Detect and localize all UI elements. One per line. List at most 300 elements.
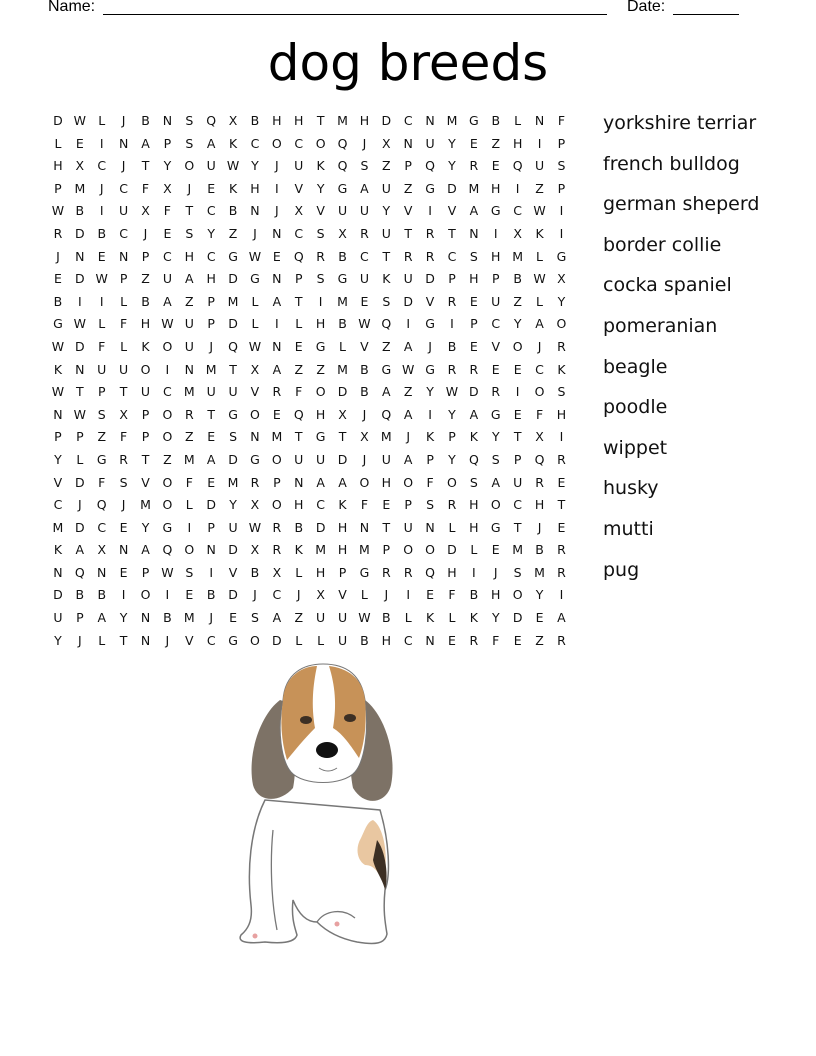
grid-letter[interactable]: L — [98, 113, 106, 128]
grid-letter[interactable]: X — [272, 564, 282, 580]
grid-letter[interactable]: V — [53, 474, 63, 490]
grid-letter[interactable]: D — [337, 384, 348, 400]
grid-letter[interactable]: R — [250, 474, 260, 490]
grid-letter[interactable]: O — [512, 587, 523, 603]
grid-letter[interactable]: X — [535, 429, 544, 445]
grid-letter[interactable]: D — [75, 474, 85, 490]
grid-letter[interactable]: R — [403, 248, 413, 264]
grid-letter[interactable]: L — [295, 316, 303, 332]
grid-letter[interactable]: X — [250, 497, 260, 513]
grid-letter[interactable]: H — [512, 135, 523, 151]
grid-letter[interactable]: G — [228, 632, 238, 648]
grid-letter[interactable]: K — [228, 180, 238, 196]
grid-letter[interactable]: M — [140, 497, 151, 513]
grid-letter[interactable]: W — [51, 203, 65, 219]
grid-letter[interactable]: H — [359, 113, 370, 128]
grid-letter[interactable]: J — [121, 158, 126, 174]
grid-letter[interactable]: O — [184, 542, 195, 558]
grid-letter[interactable]: P — [76, 429, 84, 445]
grid-letter[interactable]: S — [97, 406, 106, 422]
grid-letter[interactable]: B — [513, 271, 522, 287]
grid-letter[interactable]: Z — [535, 180, 544, 196]
grid-letter[interactable]: A — [75, 542, 85, 558]
grid-letter[interactable]: P — [163, 135, 172, 151]
grid-letter[interactable]: C — [250, 135, 260, 151]
grid-letter[interactable]: X — [294, 203, 304, 219]
grid-letter[interactable]: U — [381, 225, 391, 241]
grid-letter[interactable]: G — [315, 429, 326, 445]
grid-letter[interactable]: D — [228, 316, 238, 332]
grid-letter[interactable]: R — [184, 406, 194, 422]
grid-letter[interactable]: H — [469, 519, 479, 535]
grid-letter[interactable]: Z — [294, 610, 304, 626]
grid-letter[interactable]: C — [513, 203, 523, 219]
grid-letter[interactable]: L — [317, 632, 325, 648]
grid-letter[interactable]: J — [209, 610, 214, 626]
grid-letter[interactable]: M — [271, 429, 283, 445]
grid-letter[interactable]: L — [295, 632, 303, 648]
grid-letter[interactable]: H — [337, 519, 348, 535]
grid-letter[interactable]: V — [141, 474, 150, 490]
grid-letter[interactable]: B — [338, 248, 347, 264]
grid-letter[interactable]: H — [469, 271, 479, 287]
grid-letter[interactable]: M — [52, 519, 64, 535]
grid-letter[interactable]: O — [534, 384, 545, 400]
grid-letter[interactable]: H — [315, 316, 326, 332]
grid-letter[interactable]: E — [469, 293, 478, 309]
grid-letter[interactable]: B — [75, 203, 85, 219]
grid-letter[interactable]: F — [185, 474, 193, 490]
grid-letter[interactable]: J — [296, 587, 301, 603]
grid-letter[interactable]: S — [250, 610, 259, 626]
grid-letter[interactable]: A — [382, 384, 391, 400]
grid-letter[interactable]: I — [99, 135, 104, 151]
grid-letter[interactable]: O — [162, 429, 173, 445]
grid-letter[interactable]: O — [271, 497, 282, 513]
grid-letter[interactable]: A — [535, 316, 544, 332]
grid-letter[interactable]: O — [184, 158, 195, 174]
grid-letter[interactable]: V — [491, 338, 501, 354]
grid-letter[interactable]: Q — [228, 338, 238, 354]
grid-letter[interactable]: Y — [229, 497, 237, 513]
grid-letter[interactable]: A — [403, 406, 413, 422]
date-line[interactable] — [673, 14, 739, 15]
grid-letter[interactable]: P — [382, 542, 391, 558]
grid-letter[interactable]: Y — [448, 158, 456, 174]
grid-letter[interactable]: U — [228, 384, 238, 400]
grid-letter[interactable]: Z — [294, 361, 304, 377]
grid-letter[interactable]: D — [272, 632, 282, 648]
grid-letter[interactable]: N — [140, 632, 151, 648]
grid-letter[interactable]: H — [469, 497, 479, 513]
grid-letter[interactable]: J — [253, 587, 257, 603]
grid-letter[interactable]: N — [75, 248, 85, 264]
grid-letter[interactable]: V — [360, 338, 369, 354]
grid-letter[interactable]: B — [535, 542, 544, 558]
grid-letter[interactable]: D — [381, 113, 392, 128]
grid-letter[interactable]: C — [119, 180, 128, 196]
grid-letter[interactable]: I — [450, 316, 454, 332]
grid-letter[interactable]: R — [557, 632, 566, 648]
grid-letter[interactable]: R — [425, 225, 435, 241]
grid-letter[interactable]: D — [425, 271, 435, 287]
grid-letter[interactable]: D — [75, 519, 85, 535]
grid-letter[interactable]: V — [338, 587, 347, 603]
grid-letter[interactable]: C — [119, 225, 128, 241]
grid-letter[interactable]: P — [491, 271, 500, 287]
grid-letter[interactable]: H — [250, 180, 260, 196]
grid-letter[interactable]: B — [97, 587, 107, 603]
grid-letter[interactable]: I — [537, 135, 542, 151]
grid-letter[interactable]: H — [140, 316, 151, 332]
grid-letter[interactable]: R — [447, 293, 457, 309]
grid-letter[interactable]: R — [535, 474, 544, 490]
grid-letter[interactable]: G — [425, 361, 435, 377]
grid-letter[interactable]: W — [226, 158, 240, 174]
grid-letter[interactable]: C — [272, 587, 282, 603]
grid-letter[interactable]: T — [185, 203, 194, 219]
grid-letter[interactable]: L — [339, 338, 346, 354]
grid-letter[interactable]: Q — [162, 542, 173, 558]
grid-letter[interactable]: T — [404, 225, 413, 241]
grid-letter[interactable]: Q — [96, 497, 107, 513]
grid-letter[interactable]: I — [493, 225, 498, 241]
grid-letter[interactable]: R — [447, 497, 457, 513]
grid-letter[interactable]: Z — [403, 384, 413, 400]
grid-letter[interactable]: A — [97, 610, 106, 626]
grid-letter[interactable]: B — [360, 384, 369, 400]
grid-letter[interactable]: H — [53, 158, 63, 174]
grid-letter[interactable]: Z — [535, 632, 544, 648]
grid-letter[interactable]: Z — [316, 361, 325, 377]
grid-letter[interactable]: G — [337, 180, 348, 196]
grid-letter[interactable]: S — [119, 474, 128, 490]
grid-letter[interactable]: A — [557, 610, 566, 626]
grid-letter[interactable]: E — [185, 587, 194, 603]
grid-letter[interactable]: W — [533, 271, 546, 287]
grid-letter[interactable]: Z — [228, 225, 238, 241]
grid-letter[interactable]: L — [120, 338, 128, 354]
grid-letter[interactable]: X — [338, 406, 347, 422]
grid-letter[interactable]: K — [382, 271, 391, 287]
grid-letter[interactable]: X — [228, 113, 238, 128]
grid-letter[interactable]: E — [207, 474, 216, 490]
grid-letter[interactable]: G — [469, 113, 479, 128]
grid-letter[interactable]: K — [425, 610, 435, 626]
grid-letter[interactable]: W — [248, 519, 262, 535]
grid-letter[interactable]: E — [513, 632, 522, 648]
grid-letter[interactable]: G — [359, 564, 370, 580]
grid-letter[interactable]: I — [559, 225, 564, 241]
grid-letter[interactable]: X — [250, 361, 260, 377]
grid-letter[interactable]: Y — [163, 158, 172, 174]
grid-letter[interactable]: O — [556, 316, 567, 332]
grid-letter[interactable]: N — [534, 113, 545, 128]
grid-letter[interactable]: N — [272, 225, 282, 241]
grid-letter[interactable]: T — [382, 248, 391, 264]
grid-letter[interactable]: S — [316, 225, 325, 241]
grid-letter[interactable]: S — [513, 564, 522, 580]
grid-letter[interactable]: R — [447, 361, 457, 377]
grid-letter[interactable]: U — [206, 384, 216, 400]
grid-letter[interactable]: I — [275, 316, 279, 332]
grid-letter[interactable]: M — [446, 113, 458, 128]
grid-letter[interactable]: N — [250, 203, 260, 219]
grid-letter[interactable]: F — [98, 474, 106, 490]
grid-letter[interactable]: U — [337, 203, 348, 219]
grid-letter[interactable]: X — [316, 587, 325, 603]
grid-letter[interactable]: X — [513, 225, 522, 241]
grid-letter[interactable]: O — [315, 384, 326, 400]
grid-letter[interactable]: Z — [163, 451, 172, 467]
grid-letter[interactable]: M — [74, 180, 86, 196]
grid-letter[interactable]: W — [248, 338, 262, 354]
grid-letter[interactable]: I — [121, 587, 126, 603]
grid-letter[interactable]: B — [382, 610, 391, 626]
grid-letter[interactable]: X — [75, 158, 85, 174]
grid-letter[interactable]: U — [534, 158, 545, 174]
grid-letter[interactable]: G — [337, 271, 348, 287]
grid-letter[interactable]: J — [275, 158, 279, 174]
grid-letter[interactable]: Q — [337, 158, 348, 174]
grid-letter[interactable]: T — [316, 113, 325, 128]
grid-letter[interactable]: A — [272, 610, 282, 626]
grid-letter[interactable]: L — [448, 519, 456, 535]
grid-letter[interactable]: G — [490, 519, 501, 535]
grid-letter[interactable]: N — [75, 361, 85, 377]
grid-letter[interactable]: Y — [141, 519, 150, 535]
grid-letter[interactable]: W — [161, 316, 174, 332]
grid-letter[interactable]: Q — [381, 406, 392, 422]
grid-letter[interactable]: E — [491, 158, 500, 174]
grid-letter[interactable]: U — [97, 361, 107, 377]
grid-letter[interactable]: Z — [382, 158, 391, 174]
grid-letter[interactable]: S — [316, 271, 325, 287]
grid-letter[interactable]: N — [294, 474, 304, 490]
grid-letter[interactable]: J — [275, 203, 279, 219]
grid-letter[interactable]: A — [272, 293, 282, 309]
grid-letter[interactable]: U — [316, 451, 326, 467]
grid-letter[interactable]: J — [493, 564, 498, 580]
grid-letter[interactable]: T — [382, 519, 391, 535]
grid-letter[interactable]: Y — [491, 610, 500, 626]
grid-letter[interactable]: J — [428, 338, 432, 354]
grid-letter[interactable]: N — [425, 632, 435, 648]
grid-letter[interactable]: E — [207, 180, 216, 196]
grid-letter[interactable]: I — [165, 361, 170, 377]
grid-letter[interactable]: I — [428, 203, 432, 219]
grid-letter[interactable]: T — [119, 384, 128, 400]
grid-letter[interactable]: G — [315, 338, 326, 354]
grid-letter[interactable]: E — [272, 248, 281, 264]
grid-letter[interactable]: H — [272, 113, 282, 128]
grid-letter[interactable]: D — [228, 271, 238, 287]
grid-letter[interactable]: O — [162, 406, 173, 422]
grid-letter[interactable]: C — [360, 248, 369, 264]
grid-letter[interactable]: C — [294, 225, 304, 241]
grid-letter[interactable]: N — [403, 135, 413, 151]
grid-letter[interactable]: L — [120, 293, 128, 309]
grid-letter[interactable]: U — [359, 203, 369, 219]
grid-letter[interactable]: D — [53, 587, 63, 603]
grid-letter[interactable]: P — [207, 316, 215, 332]
grid-letter[interactable]: L — [448, 610, 456, 626]
grid-letter[interactable]: J — [384, 587, 389, 603]
grid-letter[interactable]: E — [513, 361, 522, 377]
grid-letter[interactable]: H — [556, 406, 567, 422]
grid-letter[interactable]: L — [536, 248, 544, 264]
grid-letter[interactable]: U — [140, 384, 151, 400]
grid-letter[interactable]: L — [251, 316, 259, 332]
grid-letter[interactable]: N — [206, 542, 216, 558]
grid-letter[interactable]: K — [294, 542, 303, 558]
grid-letter[interactable]: B — [141, 293, 150, 309]
grid-letter[interactable]: B — [491, 113, 501, 128]
grid-letter[interactable]: N — [425, 113, 435, 128]
grid-letter[interactable]: R — [272, 384, 282, 400]
grid-letter[interactable]: O — [315, 135, 326, 151]
grid-letter[interactable]: J — [165, 632, 170, 648]
grid-letter[interactable]: U — [425, 135, 435, 151]
grid-letter[interactable]: Q — [293, 406, 304, 422]
grid-letter[interactable]: S — [557, 158, 566, 174]
grid-letter[interactable]: P — [448, 429, 456, 445]
grid-letter[interactable]: O — [490, 497, 501, 513]
name-line[interactable] — [103, 14, 607, 15]
grid-letter[interactable]: O — [271, 135, 282, 151]
grid-letter[interactable]: X — [557, 271, 566, 287]
grid-letter[interactable]: T — [338, 429, 347, 445]
grid-letter[interactable]: V — [250, 384, 260, 400]
grid-letter[interactable]: Q — [468, 451, 479, 467]
grid-letter[interactable]: O — [512, 338, 523, 354]
grid-letter[interactable]: T — [557, 497, 566, 513]
grid-letter[interactable]: U — [381, 180, 391, 196]
grid-letter[interactable]: L — [404, 610, 412, 626]
grid-letter[interactable]: F — [98, 338, 106, 354]
grid-letter[interactable]: H — [184, 248, 194, 264]
grid-letter[interactable]: X — [119, 406, 128, 422]
grid-letter[interactable]: U — [294, 451, 304, 467]
grid-letter[interactable]: C — [316, 497, 325, 513]
grid-letter[interactable]: E — [75, 135, 84, 151]
grid-letter[interactable]: L — [514, 113, 522, 128]
grid-letter[interactable]: A — [141, 135, 150, 151]
grid-letter[interactable]: F — [557, 113, 566, 128]
grid-letter[interactable]: B — [53, 293, 63, 309]
grid-letter[interactable]: R — [557, 564, 566, 580]
grid-letter[interactable]: J — [77, 632, 82, 648]
grid-letter[interactable]: D — [512, 610, 523, 626]
grid-letter[interactable]: K — [338, 497, 347, 513]
grid-letter[interactable]: M — [315, 542, 327, 558]
grid-letter[interactable]: W — [51, 338, 65, 354]
grid-letter[interactable]: X — [360, 429, 369, 445]
grid-letter[interactable]: A — [469, 406, 479, 422]
grid-letter[interactable]: Y — [448, 135, 456, 151]
grid-letter[interactable]: I — [406, 316, 411, 332]
grid-letter[interactable]: R — [469, 158, 479, 174]
grid-letter[interactable]: N — [140, 610, 151, 626]
grid-letter[interactable]: O — [425, 542, 435, 558]
grid-letter[interactable]: C — [491, 316, 501, 332]
grid-letter[interactable]: M — [380, 429, 392, 445]
grid-letter[interactable]: E — [513, 406, 522, 422]
grid-letter[interactable]: S — [469, 248, 478, 264]
grid-letter[interactable]: A — [338, 474, 347, 490]
grid-letter[interactable]: O — [271, 451, 282, 467]
grid-letter[interactable]: M — [512, 542, 524, 558]
grid-letter[interactable]: D — [75, 271, 85, 287]
grid-letter[interactable]: R — [119, 451, 128, 467]
grid-letter[interactable]: E — [491, 542, 500, 558]
grid-letter[interactable]: M — [227, 474, 239, 490]
grid-letter[interactable]: W — [445, 384, 459, 400]
grid-letter[interactable]: Y — [448, 451, 456, 467]
grid-letter[interactable]: U — [403, 519, 413, 535]
grid-letter[interactable]: S — [469, 474, 478, 490]
grid-letter[interactable]: N — [118, 135, 129, 151]
grid-letter[interactable]: W — [73, 316, 87, 332]
grid-letter[interactable]: Z — [185, 429, 194, 445]
grid-letter[interactable]: J — [209, 338, 214, 354]
grid-letter[interactable]: D — [337, 451, 348, 467]
grid-letter[interactable]: H — [315, 564, 326, 580]
grid-letter[interactable]: O — [250, 632, 260, 648]
grid-letter[interactable]: K — [557, 361, 566, 377]
grid-letter[interactable]: Q — [74, 564, 85, 580]
grid-letter[interactable]: W — [73, 406, 87, 422]
grid-letter[interactable]: M — [534, 564, 545, 580]
grid-letter[interactable]: E — [163, 225, 172, 241]
grid-letter[interactable]: R — [557, 542, 566, 558]
grid-letter[interactable]: H — [447, 564, 457, 580]
grid-letter[interactable]: B — [206, 587, 216, 603]
grid-letter[interactable]: K — [53, 542, 63, 558]
grid-letter[interactable]: F — [448, 587, 456, 603]
grid-letter[interactable]: I — [209, 564, 214, 580]
grid-letter[interactable]: J — [253, 225, 257, 241]
grid-letter[interactable]: R — [425, 248, 435, 264]
grid-letter[interactable]: P — [273, 474, 281, 490]
grid-letter[interactable]: P — [557, 135, 566, 151]
grid-letter[interactable]: O — [162, 338, 173, 354]
grid-letter[interactable]: E — [97, 248, 106, 264]
grid-letter[interactable]: E — [469, 338, 478, 354]
grid-letter[interactable]: W — [248, 248, 262, 264]
grid-letter[interactable]: N — [425, 519, 435, 535]
grid-letter[interactable]: R — [272, 519, 282, 535]
grid-letter[interactable]: N — [359, 519, 370, 535]
grid-letter[interactable]: F — [163, 203, 171, 219]
grid-letter[interactable]: T — [229, 361, 237, 377]
grid-letter[interactable]: D — [228, 451, 238, 467]
grid-letter[interactable]: U — [162, 271, 172, 287]
grid-letter[interactable]: N — [250, 429, 260, 445]
grid-letter[interactable]: D — [75, 338, 85, 354]
grid-letter[interactable]: L — [251, 293, 259, 309]
grid-letter[interactable]: Z — [491, 135, 501, 151]
grid-letter[interactable]: A — [316, 474, 325, 490]
grid-letter[interactable]: J — [143, 225, 148, 241]
grid-letter[interactable]: E — [557, 474, 566, 490]
grid-letter[interactable]: G — [53, 316, 63, 332]
grid-letter[interactable]: J — [537, 338, 542, 354]
grid-letter[interactable]: H — [534, 497, 545, 513]
grid-letter[interactable]: P — [294, 271, 303, 287]
grid-letter[interactable]: S — [229, 429, 238, 445]
grid-letter[interactable]: A — [185, 271, 194, 287]
